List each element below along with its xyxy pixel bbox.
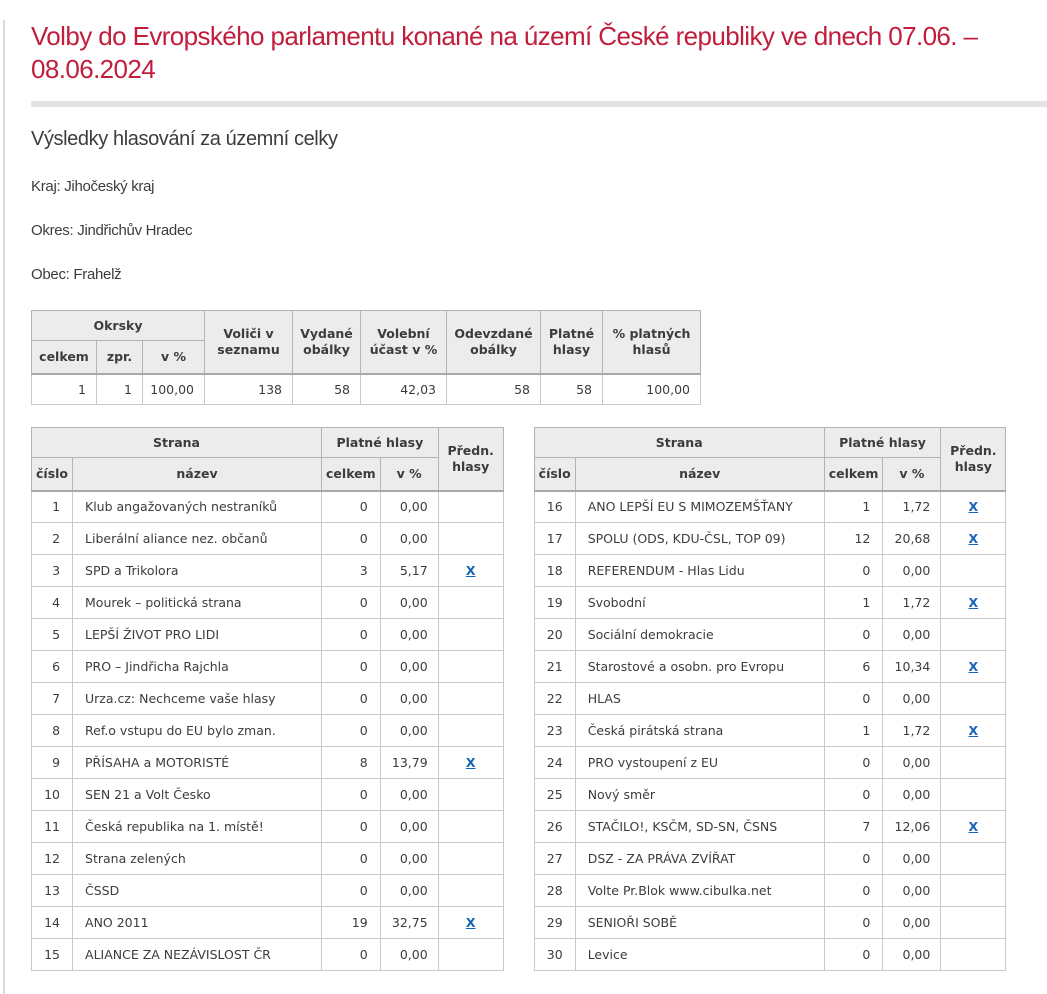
party-row [32,587,504,619]
party-votes-total: 0 [824,747,883,779]
district-line: Okres: Jindřichův Hradec [31,222,193,239]
party-pref-cell [438,651,503,683]
header-volebni-ucast: Volební účast v % [361,311,447,374]
party-votes-pct: 0,00 [883,843,941,875]
party-votes-total: 0 [322,651,381,683]
header-predn-hlasy: Předn. hlasy [438,428,503,491]
party-pref-cell [438,811,503,843]
summary-values-row [32,374,701,405]
section-heading: Výsledky hlasování za územní celky [31,128,338,150]
party-number: 29 [534,907,575,939]
party-name: Sociální demokracie [575,619,824,651]
party-row [32,907,504,939]
party-votes-total: 0 [322,491,381,523]
page-title: Volby do Evropského parlamentu konané na území České republiky ve dnech 07.06. – 08.06.2024 [31,21,978,84]
party-row [534,555,1006,587]
page-content [0,20,1047,971]
party-votes-pct: 0,00 [883,907,941,939]
party-pref-cell [941,523,1006,555]
pref-votes-link[interactable]: X [968,499,979,515]
pref-votes-link[interactable]: X [968,723,979,738]
party-name: PŘÍSAHA a MOTORISTÉ [73,747,322,779]
party-number: 10 [32,779,73,811]
party-row [32,651,504,683]
party-name: ANO LEPŠÍ EU S MIMOZEMŠŤANY [575,491,824,523]
party-pref-cell [941,875,1006,907]
header-celkem: celkem [824,458,883,491]
pref-votes-link[interactable]: X [465,915,476,930]
party-pref-cell [438,715,503,747]
party-votes-total: 0 [322,843,381,875]
pref-votes-link[interactable]: X [465,563,476,578]
header-strana: Strana [32,428,322,458]
party-row [534,875,1006,907]
header-pct-platnych-hlasu: % platných hlasů [603,311,701,374]
party-votes-total: 0 [322,811,381,843]
party-votes-total: 7 [824,811,883,843]
party-row [32,939,504,971]
party-number: 4 [32,587,73,619]
header-platne-hlasy-group: Platné hlasy [322,428,439,458]
header-cislo: číslo [534,458,575,491]
party-row [534,907,1006,939]
party-pref-cell [438,907,503,939]
party-name: LEPŠÍ ŽIVOT PRO LIDI [73,619,322,651]
party-row [534,683,1006,715]
party-name: PRO – Jindřicha Rajchla [73,651,322,683]
party-number: 1 [32,491,73,523]
party-number: 19 [534,587,575,619]
party-votes-total: 1 [824,491,883,523]
party-votes-pct: 0,00 [380,651,438,683]
party-votes-total: 12 [824,523,883,555]
party-name: STAČILO!, KSČM, SD-SN, ČSNS [575,811,824,843]
party-row [534,779,1006,811]
party-votes-total: 0 [824,939,883,971]
header-volici-v-seznamu: Voliči v seznamu [205,311,293,374]
party-number: 22 [534,683,575,715]
party-name: SPD a Trikolora [73,555,322,587]
party-votes-total: 0 [824,843,883,875]
party-name: SENIOŘI SOBĚ [575,907,824,939]
party-pref-cell [941,491,1006,523]
party-pref-cell [941,651,1006,683]
header-cislo: číslo [32,458,73,491]
pref-votes-link[interactable]: X [968,659,979,674]
party-pref-cell [941,907,1006,939]
party-votes-pct: 0,00 [883,619,941,651]
value-okrsky-zpr: 1 [97,374,143,405]
pref-votes-link[interactable]: X [968,531,979,546]
party-row [32,715,504,747]
party-pref-cell [941,843,1006,875]
party-pref-cell [438,843,503,875]
party-votes-total: 1 [824,587,883,619]
party-number: 11 [32,811,73,843]
party-pref-cell [941,779,1006,811]
party-votes-total: 0 [824,555,883,587]
party-number: 30 [534,939,575,971]
party-row [32,747,504,779]
party-pref-cell [941,587,1006,619]
party-number: 12 [32,843,73,875]
party-pref-cell [941,619,1006,651]
party-pref-cell [438,587,503,619]
party-row [534,843,1006,875]
party-votes-pct: 0,00 [883,747,941,779]
party-votes-pct: 1,72 [883,491,941,523]
party-name: Svobodní [575,587,824,619]
party-row [534,619,1006,651]
party-votes-pct: 1,72 [883,715,941,747]
party-row [32,619,504,651]
party-votes-total: 8 [322,747,381,779]
party-pref-cell [438,875,503,907]
party-votes-pct: 5,17 [380,555,438,587]
header-nazev: název [575,458,824,491]
party-votes-pct: 0,00 [380,619,438,651]
value-platne-hlasy: 58 [541,374,603,405]
party-pref-cell [438,683,503,715]
party-number: 26 [534,811,575,843]
party-number: 18 [534,555,575,587]
municipality-line: Obec: Frahelž [31,266,122,283]
party-votes-pct: 0,00 [380,875,438,907]
title-divider [31,101,1047,107]
party-votes-total: 0 [322,683,381,715]
party-votes-pct: 1,72 [883,587,941,619]
party-name: Levice [575,939,824,971]
party-votes-total: 0 [824,619,883,651]
party-name: Ref.o vstupu do EU bylo zman. [73,715,322,747]
party-votes-total: 0 [824,683,883,715]
party-number: 9 [32,747,73,779]
header-predn-hlasy: Předn. hlasy [941,428,1006,491]
party-row [534,491,1006,523]
party-name: Nový směr [575,779,824,811]
party-row [32,779,504,811]
party-votes-pct: 32,75 [380,907,438,939]
header-okrsky-v-pct: v % [143,341,205,374]
party-pref-cell [941,715,1006,747]
party-number: 7 [32,683,73,715]
party-votes-pct: 0,00 [380,523,438,555]
party-votes-total: 19 [322,907,381,939]
pref-votes-link[interactable]: X [465,755,476,770]
party-number: 14 [32,907,73,939]
party-votes-pct: 0,00 [883,939,941,971]
value-volici-v-seznamu: 138 [205,374,293,405]
party-name: SEN 21 a Volt Česko [73,779,322,811]
party-name: SPOLU (ODS, KDU-ČSL, TOP 09) [575,523,824,555]
party-number: 24 [534,747,575,779]
party-name: Volte Pr.Blok www.cibulka.net [575,875,824,907]
party-results-section [31,427,1047,971]
party-pref-cell [941,811,1006,843]
header-nazev: název [73,458,322,491]
party-row [534,811,1006,843]
party-number: 6 [32,651,73,683]
party-name: Starostové a osobn. pro Evropu [575,651,824,683]
party-votes-pct: 0,00 [883,683,941,715]
party-number: 23 [534,715,575,747]
header-platne-hlasy: Platné hlasy [541,311,603,374]
value-okrsky-v-pct: 100,00 [143,374,205,405]
party-name: DSZ - ZA PRÁVA ZVÍŘAT [575,843,824,875]
party-name: PRO vystoupení z EU [575,747,824,779]
party-votes-total: 0 [322,939,381,971]
party-pref-cell [438,523,503,555]
value-odevzdane-obalky: 58 [447,374,541,405]
header-okrsky-zpr: zpr. [97,341,143,374]
party-votes-total: 0 [824,875,883,907]
party-pref-cell [438,747,503,779]
party-votes-total: 6 [824,651,883,683]
party-number: 16 [534,491,575,523]
header-okrsky: Okrsky [32,311,205,341]
party-votes-total: 0 [322,875,381,907]
party-pref-cell [438,939,503,971]
party-row [32,555,504,587]
party-name: Česká pirátská strana [575,715,824,747]
party-number: 25 [534,779,575,811]
value-vydane-obalky: 58 [293,374,361,405]
party-row [32,843,504,875]
header-v-pct: v % [380,458,438,491]
party-row [32,523,504,555]
party-votes-total: 0 [322,715,381,747]
party-name: Česká republika na 1. místě! [73,811,322,843]
party-row [534,939,1006,971]
value-volebni-ucast: 42,03 [361,374,447,405]
party-name: Liberální aliance nez. občanů [73,523,322,555]
header-platne-hlasy-group: Platné hlasy [824,428,941,458]
party-name: Mourek – politická strana [73,587,322,619]
party-name: Klub angažovaných nestraníků [73,491,322,523]
party-name: REFERENDUM - Hlas Lidu [575,555,824,587]
party-votes-pct: 0,00 [380,683,438,715]
party-votes-pct: 20,68 [883,523,941,555]
page-edge-line [3,20,5,994]
region-line: Kraj: Jihočeský kraj [31,178,155,195]
party-row [32,875,504,907]
party-row [534,587,1006,619]
party-votes-pct: 0,00 [883,875,941,907]
party-number: 17 [534,523,575,555]
party-name: Urza.cz: Nechceme vaše hlasy [73,683,322,715]
party-votes-pct: 13,79 [380,747,438,779]
party-votes-total: 0 [322,779,381,811]
party-number: 13 [32,875,73,907]
pref-votes-link[interactable]: X [968,595,979,610]
header-vydane-obalky: Vydané obálky [293,311,361,374]
party-votes-pct: 0,00 [380,715,438,747]
party-votes-pct: 0,00 [380,779,438,811]
party-name: ANO 2011 [73,907,322,939]
party-pref-cell [941,939,1006,971]
party-number: 5 [32,619,73,651]
party-name: ČSSD [73,875,322,907]
party-pref-cell [438,555,503,587]
party-votes-pct: 0,00 [380,843,438,875]
party-pref-cell [438,779,503,811]
party-number: 15 [32,939,73,971]
party-row [32,491,504,523]
party-pref-cell [941,555,1006,587]
party-votes-total: 1 [824,715,883,747]
party-pref-cell [438,491,503,523]
value-okrsky-celkem: 1 [32,374,97,405]
pref-votes-link[interactable]: X [968,819,979,834]
header-okrsky-celkem: celkem [32,341,97,374]
party-votes-pct: 0,00 [380,491,438,523]
party-votes-pct: 0,00 [883,779,941,811]
party-name: ALIANCE ZA NEZÁVISLOST ČR [73,939,322,971]
party-votes-total: 0 [322,619,381,651]
party-number: 28 [534,875,575,907]
party-number: 21 [534,651,575,683]
party-row [534,651,1006,683]
party-number: 20 [534,619,575,651]
value-pct-platnych-hlasu: 100,00 [603,374,701,405]
party-name: HLAS [575,683,824,715]
party-votes-total: 0 [322,587,381,619]
party-votes-pct: 0,00 [883,555,941,587]
party-pref-cell [941,747,1006,779]
party-votes-pct: 0,00 [380,811,438,843]
party-row [534,523,1006,555]
party-name: Strana zelených [73,843,322,875]
party-votes-pct: 0,00 [380,587,438,619]
header-odevzdane-obalky: Odevzdané obálky [447,311,541,374]
party-votes-total: 0 [824,779,883,811]
header-strana: Strana [534,428,824,458]
party-row [534,715,1006,747]
header-v-pct: v % [883,458,941,491]
party-number: 2 [32,523,73,555]
turnout-summary-table [31,310,701,405]
party-table-right [534,427,1007,971]
party-number: 8 [32,715,73,747]
party-votes-total: 0 [322,523,381,555]
party-row [32,683,504,715]
party-votes-total: 0 [824,907,883,939]
party-votes-pct: 10,34 [883,651,941,683]
party-table-left [31,427,504,971]
party-row [534,747,1006,779]
header-celkem: celkem [322,458,381,491]
party-number: 27 [534,843,575,875]
party-pref-cell [438,619,503,651]
party-votes-pct: 12,06 [883,811,941,843]
party-pref-cell [941,683,1006,715]
party-row [32,811,504,843]
party-number: 3 [32,555,73,587]
party-votes-total: 3 [322,555,381,587]
party-votes-pct: 0,00 [380,939,438,971]
